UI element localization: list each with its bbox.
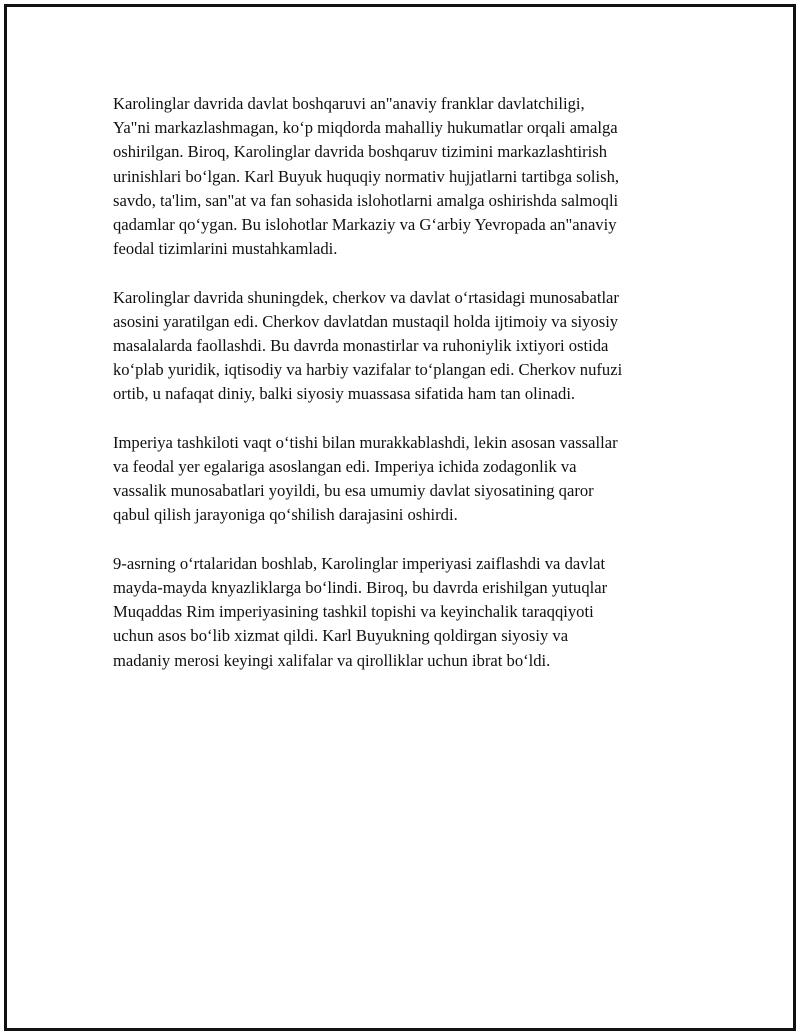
text-line: urinishlari boʻlgan. Karl Buyuk huquqiy normativ hujjatlarni tartibga solish, <box>113 166 620 186</box>
text-line: asosini yaratilgan edi. Cherkov davlatdan mustaqil holda ijtimoiy va siyosiy <box>113 311 619 331</box>
text-line: Muqaddas Rim imperiyasining tashkil topishi va keyinchalik taraqqiyoti <box>113 602 594 622</box>
text-line: Karolinglar davrida davlat boshqaruvi an"anaviy franklar davlatchiligi, <box>113 94 585 113</box>
text-line: savdo, ta'lim, san"at va fan sohasida islohotlarni amalga oshirishda salmoqli <box>113 190 619 210</box>
paragraph-3 <box>113 431 688 528</box>
document-body <box>113 92 688 697</box>
paragraph-1 <box>113 92 688 261</box>
paragraph-4 <box>113 552 688 673</box>
text-line: Imperiya tashkiloti vaqt oʻtishi bilan murakkablashdi, lekin asosan vassallar <box>113 432 618 452</box>
text-line: mayda-mayda knyazliklarga boʻlindi. Biroq, bu davrda erishilgan yutuqlar <box>113 578 608 598</box>
text-line: uchun asos boʻlib xizmat qildi. Karl Buyukning qoldirgan siyosiy va <box>113 626 569 646</box>
text-line: madaniy merosi keyingi xalifalar va qirolliklar uchun ibrat boʻldi. <box>113 650 551 670</box>
text-line: Ya"ni markazlashmagan, koʻp miqdorda mahalliy hukumatlar orqali amalga <box>113 118 618 138</box>
text-line: Karolinglar davrida shuningdek, cherkov va davlat oʻrtasidagi munosabatlar <box>113 287 619 307</box>
text-line: va feodal yer egalariga asoslangan edi. Imperiya ichida zodagonlik va <box>113 457 577 477</box>
text-line: vassalik munosabatlari yoyildi, bu esa umumiy davlat siyosatining qaror <box>113 481 594 501</box>
text-line: feodal tizimlarini mustahkamladi. <box>113 239 338 259</box>
text-line: ortib, u nafaqat diniy, balki siyosiy muassasa sifatida ham tan olinadi. <box>113 384 576 404</box>
text-line: oshirilgan. Biroq, Karolinglar davrida boshqaruv tizimini markazlashtirish <box>113 142 608 162</box>
text-line: 9-asrning oʻrtalaridan boshlab, Karolinglar imperiyasi zaiflashdi va davlat <box>113 553 606 573</box>
text-line: masalalarda faollashdi. Bu davrda monastirlar va ruhoniylik ixtiyori ostida <box>113 336 609 356</box>
paragraph-2 <box>113 286 688 407</box>
text-line: qadamlar qoʻygan. Bu islohotlar Markaziy va Gʻarbiy Yevropada an"anaviy <box>113 215 617 235</box>
text-line: qabul qilish jarayoniga qoʻshilish darajasini oshirdi. <box>113 505 458 525</box>
text-line: koʻplab yuridik, iqtisodiy va harbiy vazifalar toʻplangan edi. Cherkov nufuzi <box>113 360 623 380</box>
